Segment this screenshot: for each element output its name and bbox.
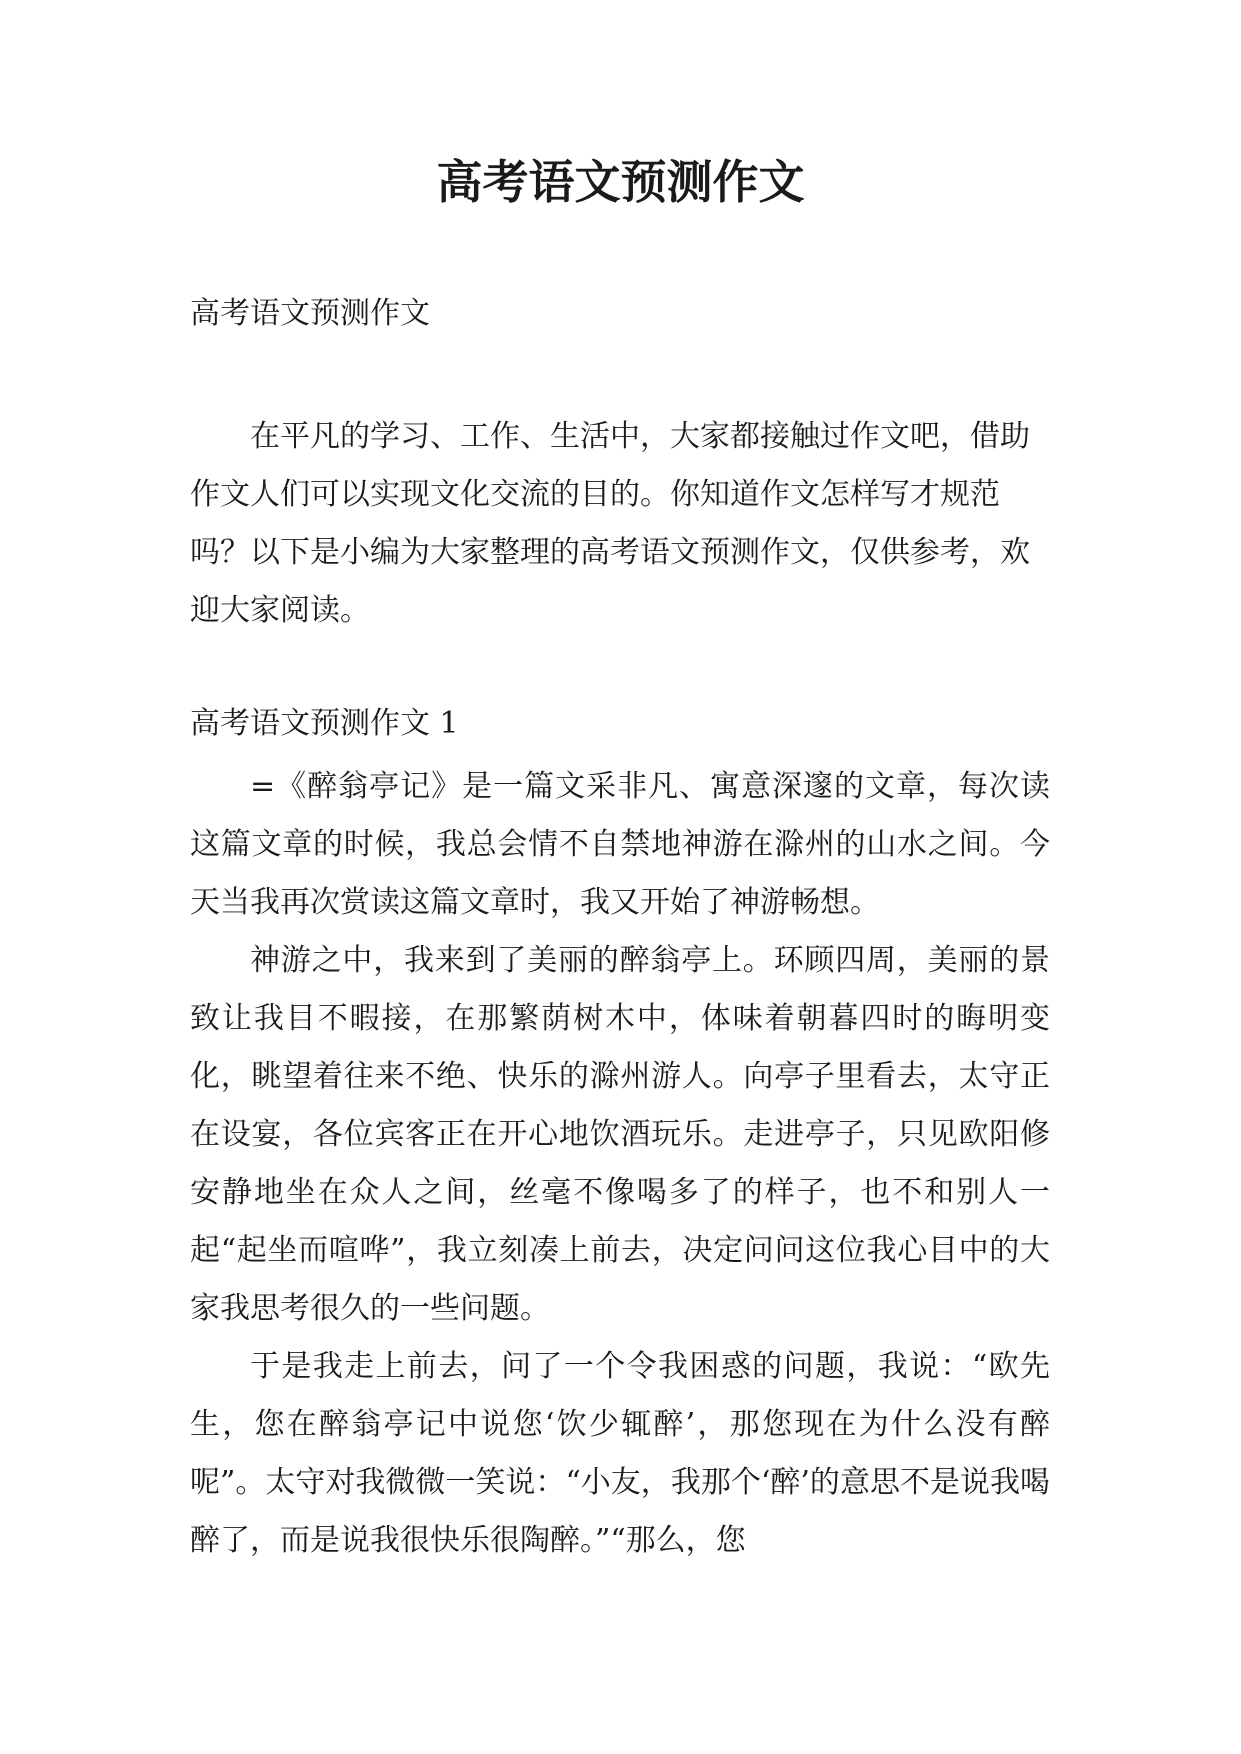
intro-paragraph: 在平凡的学习、工作、生活中，大家都接触过作文吧，借助作文人们可以实现文化交流的目的。你知道作文怎样写才规范吗？以下是小编为大家整理的高考语文预测作文，仅供参考，欢迎大家阅读。 [190, 419, 1030, 628]
essay-paragraph: 于是我走上前去，问了一个令我困惑的问题，我说：“欧先生，您在醉翁亭记中说您‘饮少辄醉’，那您现在为什么没有醉呢”。太守对我微微一笑说：“小友，我那个‘醉’的意思不是说我喝醉了，而是说我很快乐很陶醉。”“那么，您 [190, 1349, 1050, 1558]
section-heading: 高考语文预测作文 1 [190, 706, 459, 741]
document-title: 高考语文预测作文 [436, 155, 805, 209]
document-subtitle: 高考语文预测作文 [190, 296, 430, 331]
essay-paragraph: 神游之中，我来到了美丽的醉翁亭上。环顾四周，美丽的景致让我目不暇接，在那繁荫树木中，体味着朝暮四时的晦明变化，眺望着往来不绝、快乐的滁州游人。向亭子里看去，太守正在设宴，各位宾客正在开心地饮酒玩乐。走进亭子，只见欧阳修安静地坐在众人之间，丝毫不像喝多了的样子，也不和别人一起“起坐而喧哗”，我立刻凑上前去，决定问问这位我心目中的大家我思考很久的一些问题。 [190, 943, 1050, 1326]
essay-body [190, 758, 1050, 1570]
essay-paragraph: =《醉翁亭记》是一篇文采非凡、寓意深邃的文章，每次读这篇文章的时候，我总会情不自禁地神游在滁州的山水之间。今天当我再次赏读这篇文章时，我又开始了神游畅想。 [190, 769, 1050, 920]
